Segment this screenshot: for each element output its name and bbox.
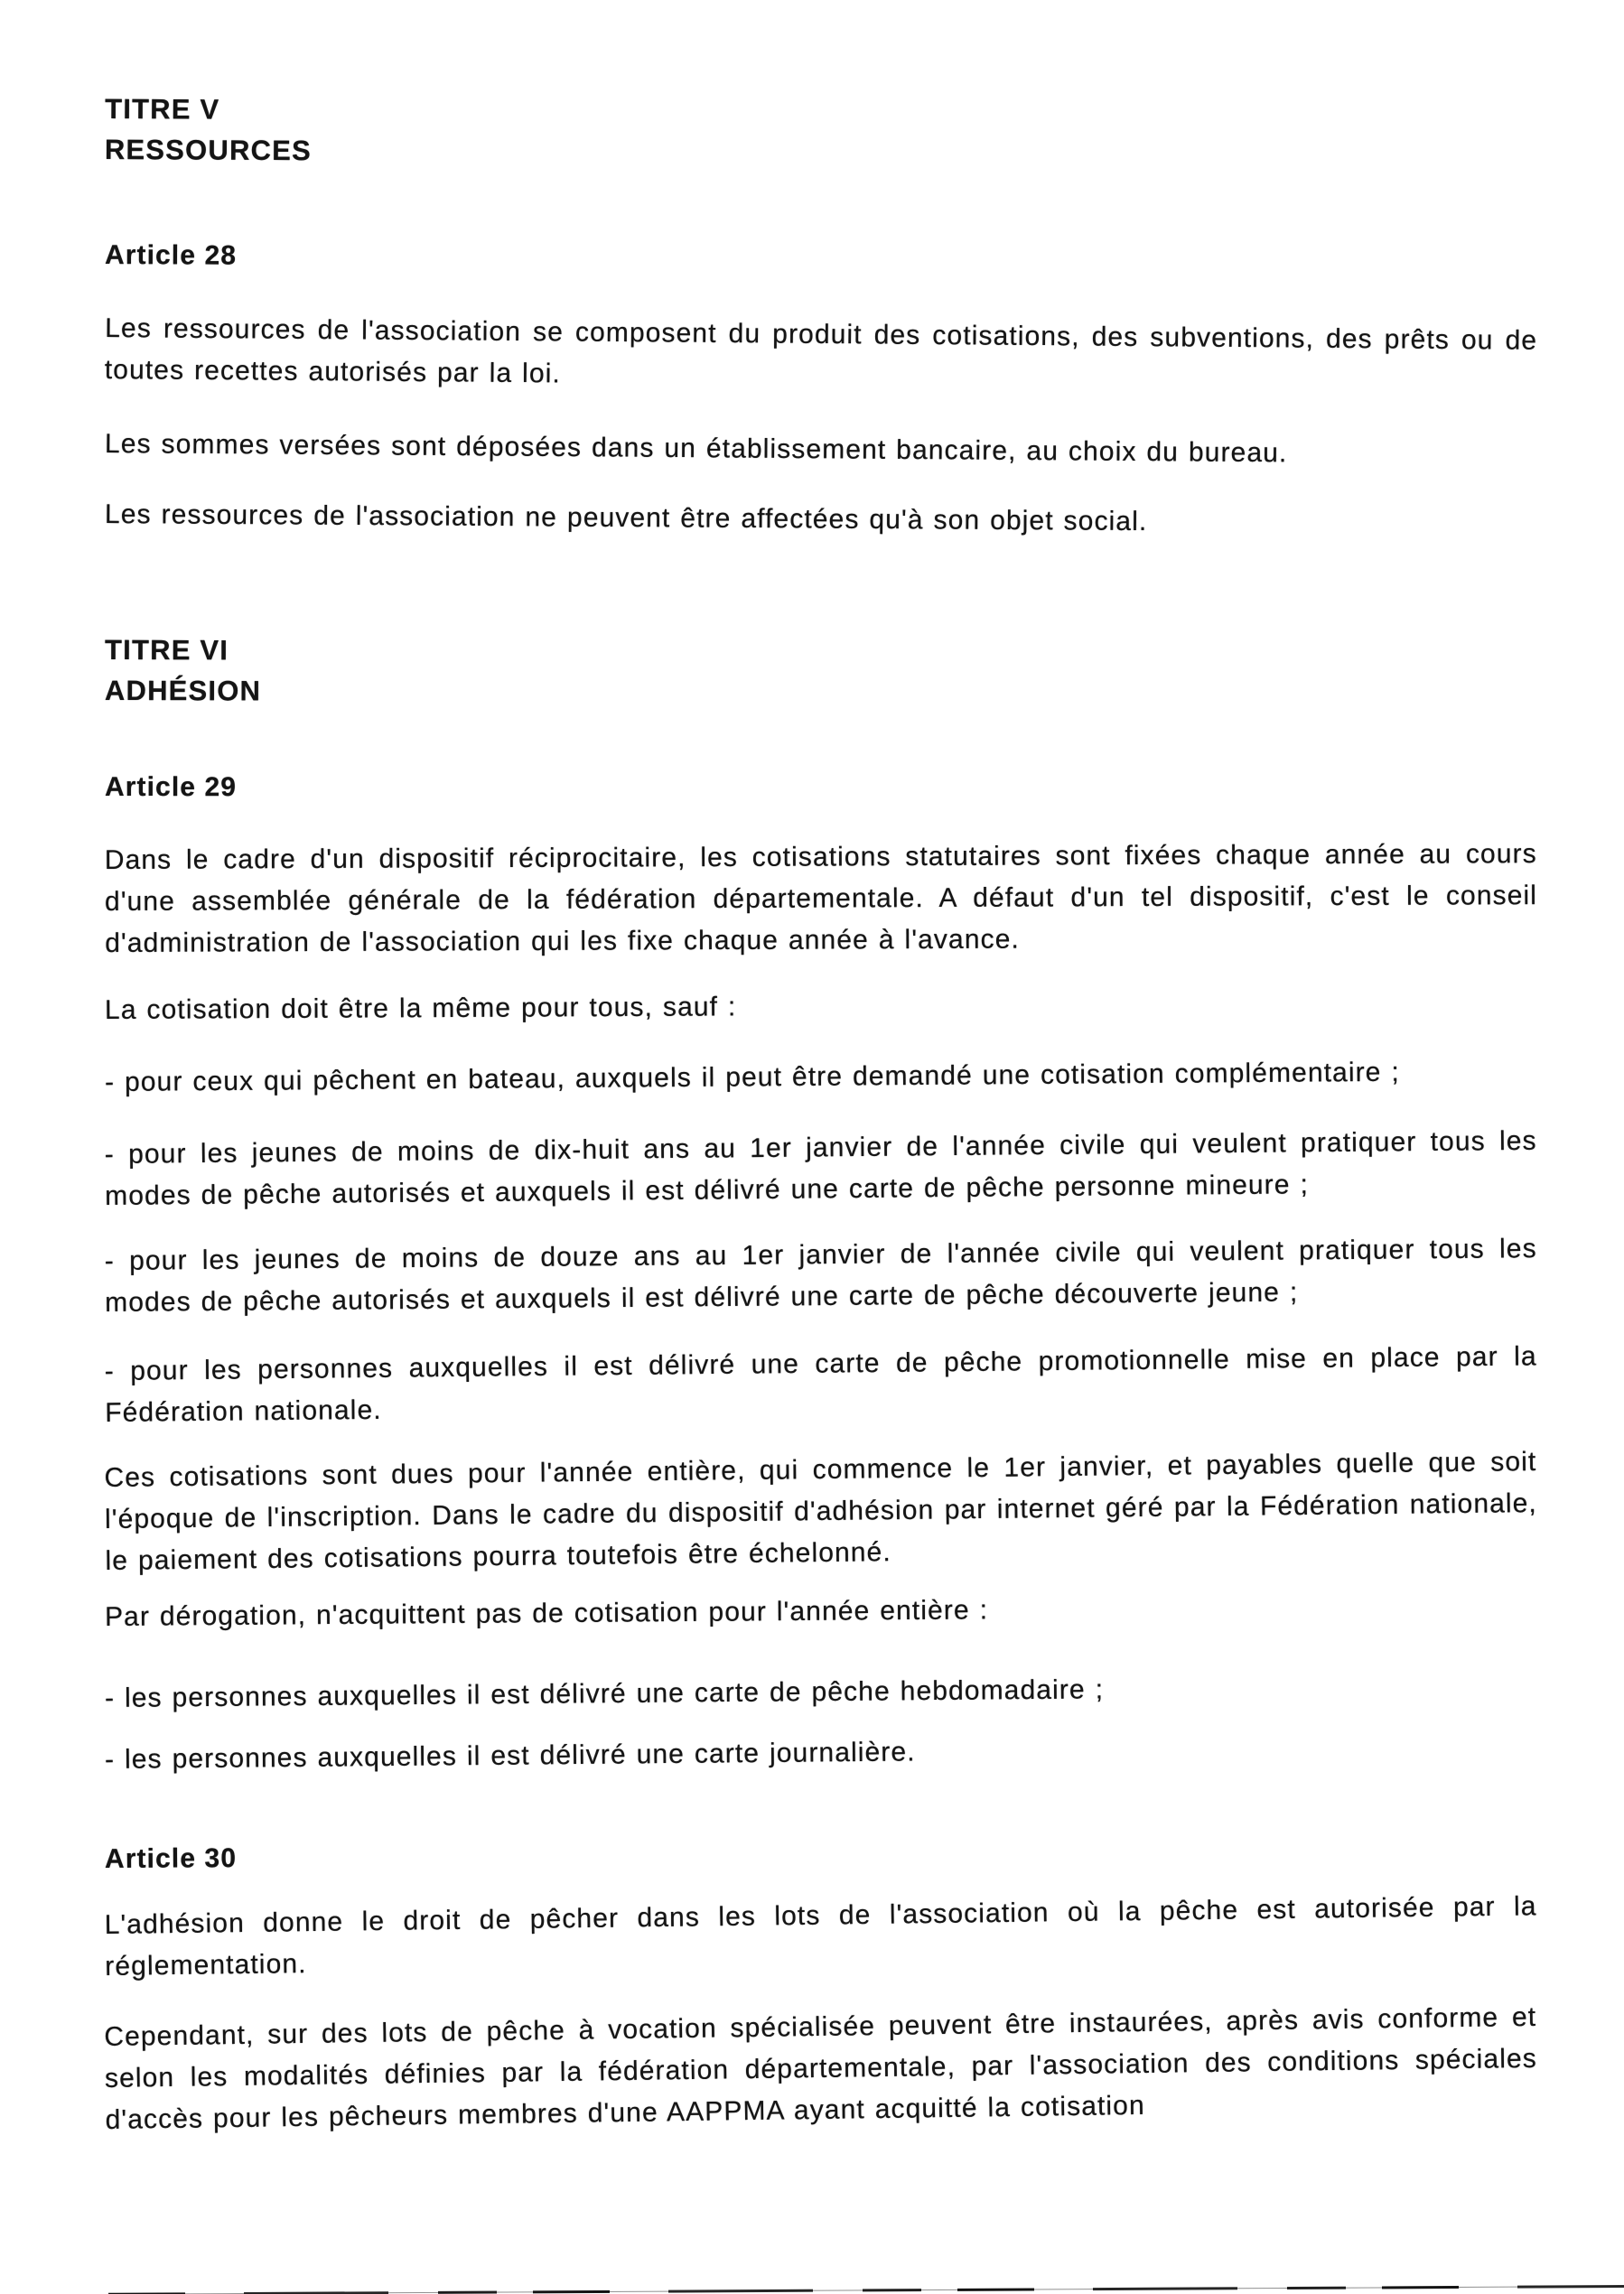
article-28-paragraph-1: Les ressources de l'association se composent du produit des cotisations, des subventions, des prêts ou de toutes recettes autorisés par la loi. (104, 313, 1538, 389)
title-titre-v (105, 89, 1537, 177)
title-titre-vi-line1: TITRE VI (105, 634, 229, 667)
article-28-paragraph-2: Les sommes versées sont déposées dans un établissement bancaire, au choix du bureau. (104, 429, 1288, 469)
page-bottom-scan-line (108, 2284, 1624, 2294)
article-28-paragraph-3: Les ressources de l'association ne peuvent être affectées qu'à son objet social. (104, 499, 1148, 537)
title-titre-vi-line2: ADHÉSION (104, 675, 262, 707)
article-29-paragraph-1: Dans le cadre d'un dispositif réciprocitaire, les cotisations statutaires sont fixées chaque année au cours d'une assemblée générale de la fédération départementale. A défaut d'un tel dispositif, c'est le conseil d'administration de l'association qui les fixe chaque année à l'avance. (104, 839, 1538, 958)
article-29-derogation-item-1: - les personnes auxquelles il est délivré une carte de pêche hebdomadaire ; (104, 1674, 1105, 1713)
title-titre-vi (105, 629, 1537, 714)
article-30-paragraph-2: Cependant, sur des lots de pêche à vocation spécialisée peuvent être instaurées, après avis conforme et selon les modalités définies par la fédération départementale, par l'association des conditions spéciales d'accès pour les pêcheurs membres d'une AAPPMA ayant acquitté la cotisation (104, 2001, 1538, 2135)
article-29-paragraph-4: Par dérogation, n'acquittent pas de cotisation pour l'année entière : (104, 1595, 989, 1632)
article-29-paragraph-3: Ces cotisations sont dues pour l'année entière, qui commence le 1er janvier, et payables quelle que soit l'époque de l'inscription. Dans le cadre du dispositif d'adhésion par internet géré par la Fédération nationale, le paiement des cotisations pourra toutefois être échelonné. (104, 1447, 1538, 1576)
article-30-heading: Article 30 (104, 1843, 238, 1874)
article-29-derogation-item-2: - les personnes auxquelles il est délivré une carte journalière. (104, 1737, 916, 1775)
title-titre-v-line1: TITRE V (105, 93, 220, 126)
article-29-heading: Article 29 (104, 772, 238, 803)
article-29-list-item-2: - pour les jeunes de moins de dix-huit ans au 1er janvier de l'année civile qui veulent pratiquer tous les modes de pêche autorisés et auxquels il est délivré une carte de pêche personne mineure ; (104, 1125, 1537, 1211)
title-titre-v-line2: RESSOURCES (104, 133, 313, 167)
article-29-list-item-4: - pour les personnes auxquelles il est délivré une carte de pêche promotionnelle mise en place par la Fédération nationale. (104, 1341, 1537, 1428)
article-29-paragraph-2: La cotisation doit être la même pour tous, sauf : (104, 992, 737, 1025)
article-29-list-item-1: - pour ceux qui pêchent en bateau, auxquels il peut être demandé une cotisation complémentaire ; (104, 1057, 1401, 1097)
article-28-heading: Article 28 (104, 240, 238, 271)
article-29-list-item-3: - pour les jeunes de moins de douze ans au 1er janvier de l'année civile qui veulent pratiquer tous les modes de pêche autorisés et auxquels il est délivré une carte de pêche découverte jeune ; (104, 1234, 1537, 1318)
document-content (105, 89, 1537, 2141)
article-30-paragraph-1: L'adhésion donne le droit de pêcher dans les lots de l'association où la pêche est autorisée par la réglementation. (104, 1891, 1537, 1982)
